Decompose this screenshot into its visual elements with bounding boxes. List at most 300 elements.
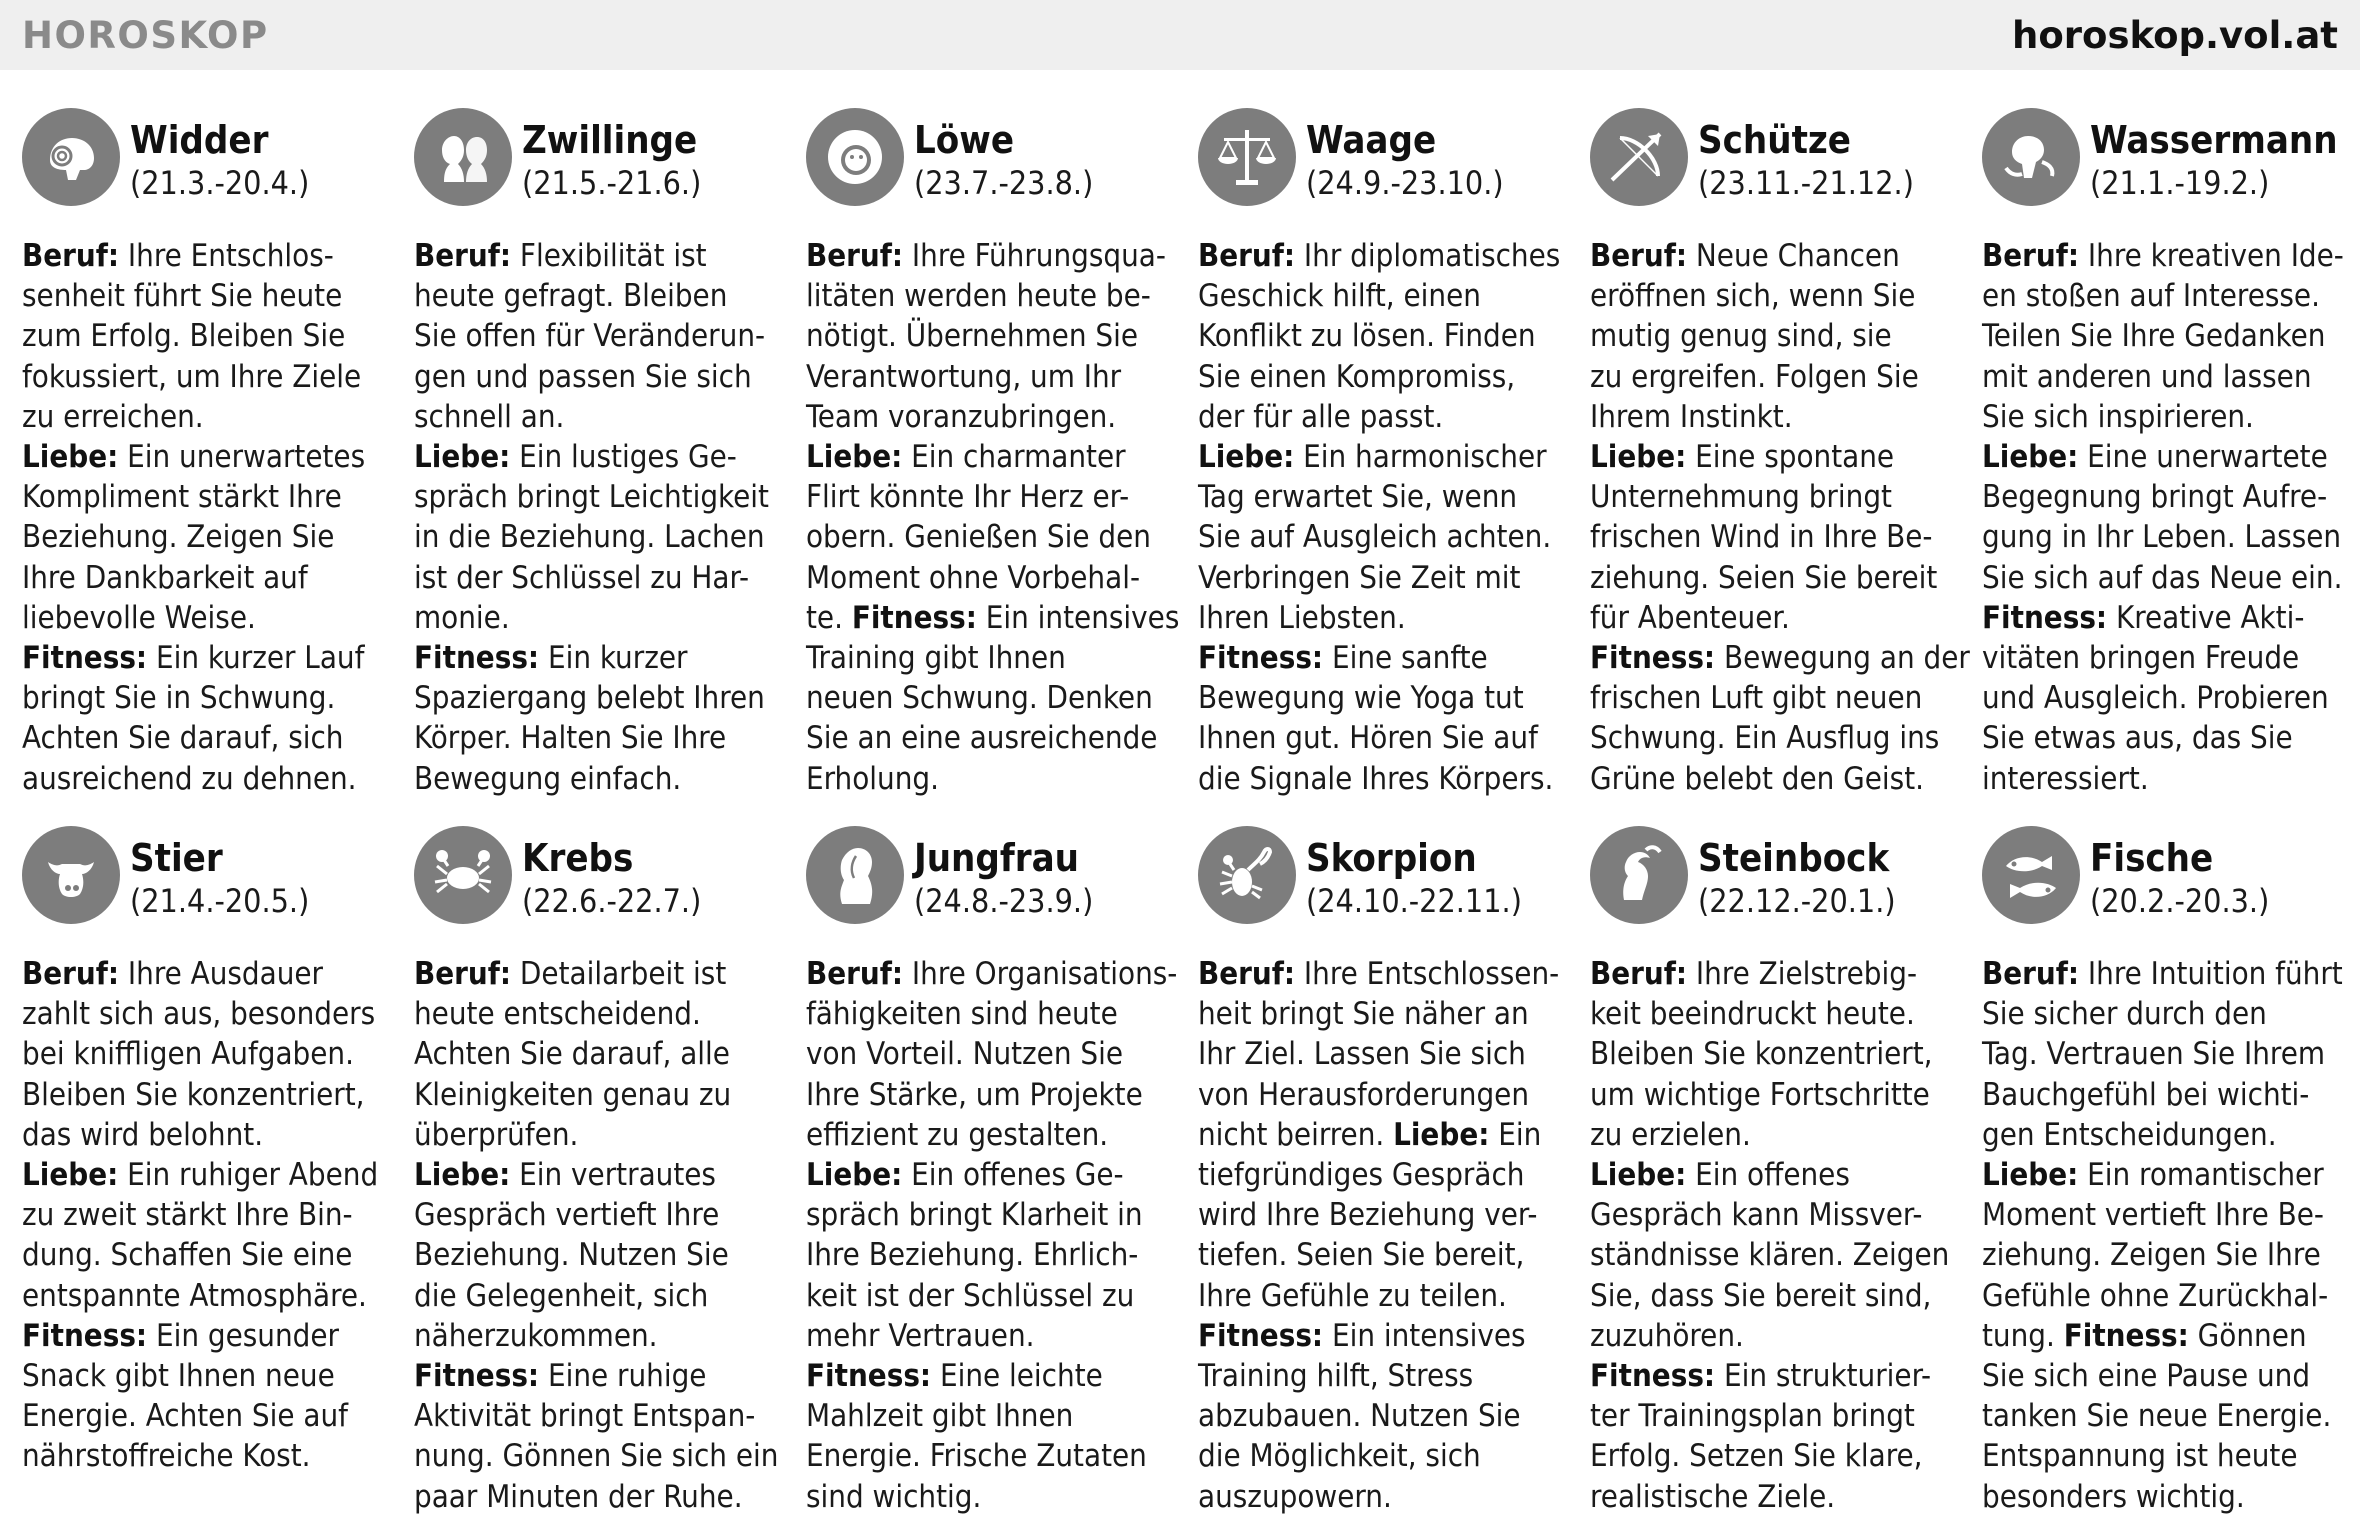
text-line xyxy=(22,678,394,718)
text-line xyxy=(22,558,394,598)
text-segment: mit anderen und lassen xyxy=(1982,358,2312,395)
text-line xyxy=(1982,1034,2354,1074)
text-line xyxy=(22,954,394,994)
category-label: Fitness: xyxy=(806,1358,932,1395)
category-label: Beruf: xyxy=(1198,238,1296,274)
text-line xyxy=(22,1396,394,1436)
text-segment: Ihre Entschlossen- xyxy=(1295,956,1560,992)
text-line xyxy=(1198,1034,1570,1074)
fish-icon xyxy=(1982,826,2080,924)
text-line xyxy=(1590,1235,1962,1275)
sign-name: Fische xyxy=(2090,836,2214,880)
text-line xyxy=(22,1034,394,1074)
category-label: Liebe: xyxy=(806,439,903,476)
text-segment: Tag. Vertrauen Sie Ihrem xyxy=(1982,1036,2326,1073)
text-segment: Ihren Liebsten. xyxy=(1198,599,1406,636)
text-line xyxy=(1198,1436,1570,1476)
text-segment: Eine ruhige xyxy=(539,1358,707,1395)
text-line xyxy=(1590,759,1962,799)
text-line xyxy=(1590,1477,1962,1517)
category-label: Fitness: xyxy=(22,1317,148,1354)
sign-text xyxy=(806,236,1178,799)
text-segment: Bleiben Sie konzentriert, xyxy=(1590,1036,1933,1073)
text-segment: liebevolle Weise. xyxy=(22,599,256,636)
category-label: Beruf: xyxy=(414,238,512,274)
sign-header xyxy=(414,826,806,930)
text-segment: Mahlzeit gibt Ihnen xyxy=(806,1398,1074,1435)
text-line xyxy=(806,1477,1178,1517)
text-line xyxy=(1982,316,2354,356)
horoscope-grid xyxy=(22,108,2342,1518)
text-segment: Kleinigkeiten genau zu xyxy=(414,1076,732,1113)
text-segment: Schwung. Ein Ausflug ins xyxy=(1590,720,1940,757)
text-line xyxy=(22,598,394,638)
text-line xyxy=(806,678,1178,718)
text-line xyxy=(1982,558,2354,598)
text-line xyxy=(806,1436,1178,1476)
text-segment: Körper. Halten Sie Ihre xyxy=(414,720,727,757)
text-segment: obern. Genießen Sie den xyxy=(806,519,1151,556)
text-segment: keit ist der Schlüssel zu xyxy=(806,1277,1135,1314)
sign-dates: (21.3.-20.4.) xyxy=(130,164,310,202)
category-label: Beruf: xyxy=(22,238,120,274)
text-line xyxy=(414,1075,786,1115)
text-line xyxy=(22,397,394,437)
text-line xyxy=(806,994,1178,1034)
text-segment: Aktivität bringt Entspan- xyxy=(414,1398,756,1435)
sign-header xyxy=(22,826,414,930)
text-line xyxy=(1590,1034,1962,1074)
text-segment: Erholung. xyxy=(806,760,939,797)
text-segment: Gönnen xyxy=(2188,1317,2307,1354)
category-label: Fitness: xyxy=(1982,599,2108,636)
text-line xyxy=(414,517,786,557)
text-segment: Training gibt Ihnen xyxy=(806,640,1066,677)
text-segment: Ein intensives xyxy=(1323,1317,1526,1354)
text-line xyxy=(1982,437,2354,477)
text-segment: neuen Schwung. Denken xyxy=(806,680,1153,717)
text-segment: frischen Luft gibt neuen xyxy=(1590,680,1923,717)
text-segment: Eine sanfte xyxy=(1323,640,1488,677)
text-segment: Ein strukturier- xyxy=(1715,1358,1932,1395)
text-segment: Ein kurzer xyxy=(539,640,688,677)
sign-dates: (24.10.-22.11.) xyxy=(1306,882,1522,920)
text-line xyxy=(22,1155,394,1195)
text-segment: Unternehmung bringt xyxy=(1590,479,1892,516)
sign-text xyxy=(22,236,394,799)
text-segment: die Möglichkeit, sich xyxy=(1198,1438,1481,1475)
text-line xyxy=(414,477,786,517)
text-line xyxy=(806,1396,1178,1436)
text-segment: Ein intensives xyxy=(976,599,1180,636)
text-line xyxy=(1982,276,2354,316)
text-segment: Geschick hilft, einen xyxy=(1198,278,1481,315)
text-segment: fähigkeiten sind heute xyxy=(806,996,1118,1033)
text-line xyxy=(414,316,786,356)
sign-widder xyxy=(22,108,414,826)
text-line xyxy=(1590,598,1962,638)
text-segment: Sie auf Ausgleich achten. xyxy=(1198,519,1552,556)
category-label: Liebe: xyxy=(414,1157,511,1194)
text-line xyxy=(1198,1075,1570,1115)
text-line xyxy=(806,236,1178,276)
category-label: Fitness: xyxy=(1590,640,1716,677)
category-label: Beruf: xyxy=(1982,956,2080,992)
text-line xyxy=(414,638,786,678)
text-line xyxy=(806,954,1178,994)
sign-text xyxy=(1198,954,1570,1517)
category-label: Liebe: xyxy=(1982,1157,2079,1194)
sign-name: Zwillinge xyxy=(522,118,698,162)
sign-text xyxy=(414,954,786,1517)
text-segment: Sie einen Kompromiss, xyxy=(1198,358,1516,395)
sign-krebs xyxy=(414,826,806,1518)
text-line xyxy=(1198,477,1570,517)
text-line xyxy=(1198,1356,1570,1396)
text-segment: überprüfen. xyxy=(414,1116,579,1153)
text-segment: Teilen Sie Ihre Gedanken xyxy=(1982,318,2326,355)
text-segment: frischen Wind in Ihre Be- xyxy=(1590,519,1933,556)
text-segment: tiefgründiges Gespräch xyxy=(1198,1157,1525,1194)
text-segment: Bauchgefühl bei wichti- xyxy=(1982,1076,2310,1113)
text-line xyxy=(22,1316,394,1356)
text-segment: Team voranzubringen. xyxy=(806,398,1117,435)
text-line xyxy=(414,276,786,316)
text-line xyxy=(1590,1195,1962,1235)
text-line xyxy=(806,638,1178,678)
text-line xyxy=(414,357,786,397)
sign-dates: (21.5.-21.6.) xyxy=(522,164,702,202)
text-line xyxy=(1590,276,1962,316)
text-segment: zu erzielen. xyxy=(1590,1116,1751,1153)
text-line xyxy=(414,678,786,718)
sign-zwillinge xyxy=(414,108,806,826)
sign-loewe xyxy=(806,108,1198,826)
text-segment: Flirt könnte Ihr Herz er- xyxy=(806,479,1130,516)
sign-schuetze xyxy=(1590,108,1982,826)
text-segment: Erfolg. Setzen Sie klare, xyxy=(1590,1438,1923,1475)
text-segment: Detailarbeit ist xyxy=(511,956,727,992)
text-line xyxy=(414,437,786,477)
text-segment: zuzuhören. xyxy=(1590,1317,1744,1354)
category-label: Liebe: xyxy=(1982,439,2079,476)
sign-dates: (21.1.-19.2.) xyxy=(2090,164,2270,202)
text-line xyxy=(414,1195,786,1235)
text-segment: Konflikt zu lösen. Finden xyxy=(1198,318,1536,355)
text-line xyxy=(414,759,786,799)
text-segment: senheit führt Sie heute xyxy=(22,278,343,315)
text-line xyxy=(22,638,394,678)
text-line xyxy=(1590,316,1962,356)
text-segment: Ihre Führungsqua- xyxy=(903,238,1166,274)
text-line xyxy=(22,1075,394,1115)
text-line xyxy=(1198,1155,1570,1195)
text-line xyxy=(1982,397,2354,437)
category-label: Beruf: xyxy=(1590,956,1688,992)
text-segment: ziehung. Seien Sie bereit xyxy=(1590,559,1938,596)
sign-name: Widder xyxy=(130,118,269,162)
text-segment: Ihre Dankbarkeit auf xyxy=(22,559,308,596)
text-segment: und Ausgleich. Probieren xyxy=(1982,680,2329,717)
sign-text xyxy=(1590,236,1970,799)
text-segment: realistische Ziele. xyxy=(1590,1478,1836,1515)
text-segment: tanken Sie neue Energie. xyxy=(1982,1398,2332,1435)
text-line xyxy=(22,1115,394,1155)
sign-name: Löwe xyxy=(914,118,1015,162)
text-segment: Ihr Ziel. Lassen Sie sich xyxy=(1198,1036,1526,1073)
category-label: Fitness: xyxy=(414,640,540,677)
header-bar xyxy=(0,0,2360,70)
text-line xyxy=(806,316,1178,356)
text-segment: Ihre Intuition führt xyxy=(2079,956,2343,992)
sign-name: Steinbock xyxy=(1698,836,1890,880)
sign-text xyxy=(1198,236,1570,799)
text-segment: zu ergreifen. Folgen Sie xyxy=(1590,358,1919,395)
sign-header xyxy=(1590,826,1982,930)
text-segment: bringt Sie in Schwung. xyxy=(22,680,336,717)
text-line xyxy=(414,994,786,1034)
text-line xyxy=(1982,1235,2354,1275)
text-segment: Gefühle ohne Zurückhal- xyxy=(1982,1277,2329,1314)
text-line xyxy=(806,1155,1178,1195)
text-line xyxy=(1590,517,1962,557)
sign-fische xyxy=(1982,826,2360,1518)
text-segment: Ein charmanter xyxy=(902,439,1126,476)
text-segment: Kompliment stärkt Ihre xyxy=(22,479,342,516)
text-segment: die Gelegenheit, sich xyxy=(414,1277,709,1314)
text-line xyxy=(414,1477,786,1517)
text-segment: nung. Gönnen Sie sich ein xyxy=(414,1438,779,1475)
sign-dates: (22.12.-20.1.) xyxy=(1698,882,1896,920)
text-line xyxy=(1982,1195,2354,1235)
text-line xyxy=(1590,1115,1962,1155)
text-segment: von Herausforderungen xyxy=(1198,1076,1530,1113)
lion-icon xyxy=(806,108,904,206)
text-line xyxy=(806,357,1178,397)
text-line xyxy=(414,1276,786,1316)
text-segment: Ihre Entschlos- xyxy=(119,238,334,274)
sign-name: Jungfrau xyxy=(914,836,1080,880)
text-segment: in die Beziehung. Lachen xyxy=(414,519,765,556)
ram-icon xyxy=(22,108,120,206)
sign-header xyxy=(414,108,806,212)
category-label: Liebe: xyxy=(1590,439,1687,476)
text-line xyxy=(414,1115,786,1155)
text-segment: Eine unerwartete xyxy=(2078,439,2328,476)
sign-wassermann xyxy=(1982,108,2360,826)
text-segment: Ein xyxy=(1489,1116,1542,1153)
sign-name: Schütze xyxy=(1698,118,1852,162)
text-segment: Ihre Ausdauer xyxy=(119,956,324,992)
text-segment: mutig genug sind, sie xyxy=(1590,318,1892,355)
text-line xyxy=(1198,1276,1570,1316)
text-line xyxy=(1590,558,1962,598)
text-line xyxy=(1198,1115,1570,1155)
text-line xyxy=(1590,718,1962,758)
category-label: Fitness: xyxy=(1198,640,1324,677)
text-line xyxy=(806,477,1178,517)
text-line xyxy=(806,1316,1178,1356)
text-line xyxy=(414,1155,786,1195)
text-segment: nährstoffreiche Kost. xyxy=(22,1438,311,1475)
text-segment: Ihre kreativen Ide- xyxy=(2079,238,2344,274)
sign-dates: (23.11.-21.12.) xyxy=(1698,164,1914,202)
text-segment: Ein vertrautes xyxy=(510,1157,716,1194)
category-label: Beruf: xyxy=(1198,956,1296,992)
text-line xyxy=(1982,954,2354,994)
text-line xyxy=(1982,994,2354,1034)
text-segment: fokussiert, um Ihre Ziele xyxy=(22,358,362,395)
text-segment: Sie sich eine Pause und xyxy=(1982,1358,2311,1395)
text-line xyxy=(414,236,786,276)
text-segment: Sie, dass Sie bereit sind, xyxy=(1590,1277,1932,1314)
text-line xyxy=(1198,316,1570,356)
text-segment: litäten werden heute be- xyxy=(806,278,1151,315)
text-line xyxy=(1590,1276,1962,1316)
text-segment: Ihnen gut. Hören Sie auf xyxy=(1198,720,1538,757)
text-segment: monie. xyxy=(414,599,510,636)
text-line xyxy=(1982,718,2354,758)
text-segment: Ein lustiges Ge- xyxy=(510,439,737,476)
text-segment: ist der Schlüssel zu Har- xyxy=(414,559,750,596)
text-line xyxy=(1982,1075,2354,1115)
text-segment: zu zweit stärkt Ihre Bin- xyxy=(22,1197,353,1234)
text-segment: näherzukommen. xyxy=(414,1317,658,1354)
text-line xyxy=(22,759,394,799)
category-label: Beruf: xyxy=(806,238,904,274)
scales-icon xyxy=(1198,108,1296,206)
text-segment: en stoßen auf Interesse. xyxy=(1982,278,2320,315)
text-line xyxy=(22,1235,394,1275)
text-segment: Ihre Beziehung. Ehrlich- xyxy=(806,1237,1139,1274)
text-line xyxy=(414,1034,786,1074)
text-segment: der für alle passt. xyxy=(1198,398,1444,435)
sign-name: Krebs xyxy=(522,836,634,880)
text-line xyxy=(1982,1436,2354,1476)
text-segment: paar Minuten der Ruhe. xyxy=(414,1478,743,1515)
sign-text xyxy=(1982,236,2354,799)
text-line xyxy=(806,397,1178,437)
sign-header xyxy=(806,108,1198,212)
text-segment: Ihre Zielstrebig- xyxy=(1687,956,1918,992)
text-line xyxy=(1198,718,1570,758)
text-line xyxy=(22,316,394,356)
sign-dates: (20.2.-20.3.) xyxy=(2090,882,2270,920)
text-segment: Kreative Akti- xyxy=(2107,599,2305,636)
text-segment: Eine leichte xyxy=(931,1358,1103,1395)
category-label: Liebe: xyxy=(22,439,119,476)
text-segment: nötigt. Übernehmen Sie xyxy=(806,318,1138,355)
category-label: Beruf: xyxy=(806,956,904,992)
text-line xyxy=(1198,638,1570,678)
text-segment: Sie sicher durch den xyxy=(1982,996,2267,1033)
text-line xyxy=(806,598,1178,638)
text-line xyxy=(1198,1195,1570,1235)
category-label: Liebe: xyxy=(1198,439,1295,476)
text-line xyxy=(1982,517,2354,557)
text-line xyxy=(806,759,1178,799)
text-segment: eröffnen sich, wenn Sie xyxy=(1590,278,1916,315)
sign-header xyxy=(806,826,1198,930)
text-segment: abzubauen. Nutzen Sie xyxy=(1198,1398,1521,1435)
sign-header xyxy=(1982,826,2360,930)
sign-text xyxy=(1590,954,1962,1517)
sign-text xyxy=(806,954,1178,1517)
scorpion-icon xyxy=(1198,826,1296,924)
text-line xyxy=(806,718,1178,758)
text-segment: Ihr diplomatisches xyxy=(1295,238,1561,274)
text-segment: Tag erwartet Sie, wenn xyxy=(1198,479,1518,516)
text-segment: zum Erfolg. Bleiben Sie xyxy=(22,318,346,355)
text-line xyxy=(22,1276,394,1316)
text-line xyxy=(806,558,1178,598)
text-segment: heute entscheidend. xyxy=(414,996,701,1033)
sign-dates: (23.7.-23.8.) xyxy=(914,164,1094,202)
text-line xyxy=(806,1356,1178,1396)
text-line xyxy=(1982,236,2354,276)
text-line xyxy=(414,558,786,598)
text-segment: Snack gibt Ihnen neue xyxy=(22,1358,335,1395)
text-line xyxy=(1590,1316,1962,1356)
site-url-link[interactable]: horoskop.vol.at xyxy=(2012,13,2338,57)
text-line xyxy=(1590,437,1962,477)
category-label: Fitness: xyxy=(851,599,977,636)
text-segment: effizient zu gestalten. xyxy=(806,1116,1109,1153)
text-segment: von Vorteil. Nutzen Sie xyxy=(806,1036,1124,1073)
text-line xyxy=(1198,1396,1570,1436)
text-segment: Ein offenes xyxy=(1686,1157,1850,1194)
crab-icon xyxy=(414,826,512,924)
category-label: Fitness: xyxy=(22,640,148,677)
text-line xyxy=(1590,1396,1962,1436)
text-line xyxy=(806,1034,1178,1074)
text-segment: Ein gesunder xyxy=(147,1317,339,1354)
text-segment: besonders wichtig. xyxy=(1982,1478,2245,1515)
text-line xyxy=(1198,236,1570,276)
text-segment: gen und passen Sie sich xyxy=(414,358,752,395)
text-segment: auszupowern. xyxy=(1198,1478,1392,1515)
text-segment: zu erreichen. xyxy=(22,398,204,435)
text-segment: Moment vertieft Ihre Be- xyxy=(1982,1197,2324,1234)
twins-icon xyxy=(414,108,512,206)
text-line xyxy=(1982,1316,2354,1356)
text-segment: Grüne belebt den Geist. xyxy=(1590,760,1924,797)
text-line xyxy=(22,357,394,397)
text-line xyxy=(1590,357,1962,397)
sign-stier xyxy=(22,826,414,1518)
text-line xyxy=(414,954,786,994)
text-segment: Ein ruhiger Abend xyxy=(118,1157,379,1194)
text-line xyxy=(22,236,394,276)
text-segment: tiefen. Seien Sie bereit, xyxy=(1198,1237,1525,1274)
text-line xyxy=(1198,759,1570,799)
text-line xyxy=(1590,1075,1962,1115)
category-label: Liebe: xyxy=(22,1157,119,1194)
bull-icon xyxy=(22,826,120,924)
sign-text xyxy=(22,954,394,1477)
text-line xyxy=(1198,1477,1570,1517)
text-segment: Energie. Frische Zutaten xyxy=(806,1438,1147,1475)
category-label: Liebe: xyxy=(414,439,511,476)
category-label: Fitness: xyxy=(414,1358,540,1395)
text-segment: Ihre Organisations- xyxy=(903,956,1178,992)
text-segment: wird Ihre Beziehung ver- xyxy=(1198,1197,1538,1234)
text-line xyxy=(1982,477,2354,517)
text-segment: sind wichtig. xyxy=(806,1478,982,1515)
text-segment: dung. Schaffen Sie eine xyxy=(22,1237,353,1274)
text-segment: spräch bringt Klarheit in xyxy=(806,1197,1143,1234)
text-line xyxy=(1982,1276,2354,1316)
